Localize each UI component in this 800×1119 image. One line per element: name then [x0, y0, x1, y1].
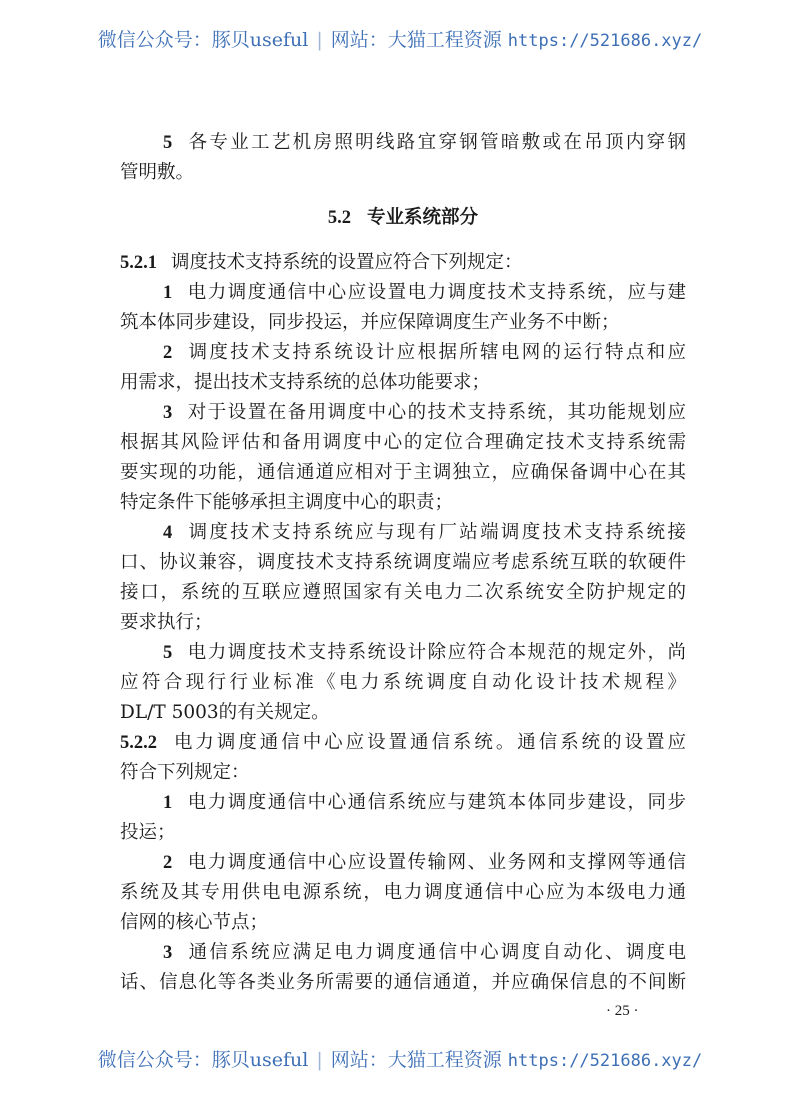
line-text: 要求执行；: [120, 612, 213, 633]
watermark-wechat: 微信公众号：豚贝useful: [97, 1049, 309, 1071]
line-text: 调度技术支持系统的设置应符合下列规定：: [171, 252, 523, 273]
line-text: 用需求，提出技术支持系统的总体功能要求；: [120, 372, 491, 393]
line-text: 投运；: [120, 822, 176, 843]
line-text: 管明敷。: [120, 162, 195, 183]
watermark-separator: |: [316, 1049, 323, 1071]
item-number: 2: [163, 853, 173, 873]
text-line: [120, 848, 686, 878]
item-number: 3: [163, 403, 173, 423]
text-line: [120, 638, 686, 668]
list-item-paragraph: [120, 278, 686, 338]
line-text: 根据其风险评估和备用调度中心的定位合理确定技术支持系统需: [120, 432, 686, 453]
text-line: [120, 968, 686, 998]
line-text: 通信系统应满足电力调度通信中心调度自动化、调度电: [186, 942, 686, 963]
watermark-site: 网站：大猫工程资源: [330, 1049, 502, 1071]
item-number: 5: [163, 643, 173, 663]
section-title: 专业系统部分: [367, 207, 479, 228]
line-text: 口、协议兼容，调度技术支持系统调度端应考虑系统互联的软硬件: [120, 552, 686, 573]
text-line: [120, 488, 686, 518]
text-line: [120, 758, 686, 788]
text-line: [120, 938, 686, 968]
line-text: 要实现的功能，通信通道应相对于主调独立，应确保备调中心在其: [120, 462, 686, 483]
text-line: [120, 698, 686, 728]
section-number: 5.2: [327, 208, 352, 228]
line-text: 筑本体同步建设，同步投运，并应保障调度生产业务不中断；: [120, 312, 620, 333]
list-item-paragraph: [120, 338, 686, 398]
clause-paragraph: [120, 728, 686, 788]
line-text: 电力调度通信中心应设置传输网、业务网和支撑网等通信: [186, 852, 686, 873]
watermark-footer: [0, 1047, 800, 1074]
item-number: 4: [163, 523, 173, 543]
text-line: [120, 518, 686, 548]
line-text: 对于设置在备用调度中心的技术支持系统，其功能规划应: [186, 402, 686, 423]
watermark-wechat: 微信公众号：豚贝useful: [97, 29, 309, 51]
watermark-url[interactable]: https://521686.xyz/: [507, 31, 703, 51]
item-number: 1: [163, 793, 173, 813]
line-text: 各专业工艺机房照明线路宜穿钢管暗敷或在吊顶内穿钢: [186, 132, 686, 153]
text-line: [120, 608, 686, 638]
list-item-paragraph: [120, 518, 686, 638]
list-item-paragraph: [120, 848, 686, 938]
item-number: 3: [163, 943, 173, 963]
text-line: [120, 578, 686, 608]
line-text: 电力调度技术支持系统设计除应符合本规范的规定外，尚: [186, 642, 686, 663]
line-text: 信网的核心节点；: [120, 912, 269, 933]
text-line: [120, 398, 686, 428]
list-item-paragraph: [120, 788, 686, 848]
line-text: 符合下列规定：: [120, 762, 250, 783]
text-line: [120, 308, 686, 338]
line-text: 电力调度通信中心应设置通信系统。通信系统的设置应: [171, 732, 686, 753]
text-line: [120, 248, 686, 278]
item-number: 1: [163, 283, 173, 303]
text-line: [120, 428, 686, 458]
item-number: 5: [163, 133, 173, 153]
text-line: [120, 458, 686, 488]
line-text: 电力调度通信中心应设置电力调度技术支持系统，应与建: [186, 282, 686, 303]
text-line: [120, 818, 686, 848]
line-text: 电力调度通信中心通信系统应与建筑本体同步建设，同步: [186, 792, 686, 813]
list-item-paragraph: [120, 398, 686, 518]
page-number: · 25 ·: [606, 1003, 639, 1019]
text-line: [120, 368, 686, 398]
list-item-paragraph: [120, 938, 686, 998]
text-line: [120, 908, 686, 938]
item-number: 2: [163, 343, 173, 363]
watermark-header: [0, 27, 800, 54]
line-text: 系统及其专用供电电源系统，电力调度通信中心应为本级电力通: [120, 882, 686, 903]
watermark-separator: |: [316, 29, 323, 51]
document-body: [120, 128, 686, 998]
text-line: [120, 788, 686, 818]
item-number: 5.2.1: [120, 253, 157, 273]
list-item-paragraph: [120, 638, 686, 728]
text-line: [120, 278, 686, 308]
list-item-paragraph: [120, 128, 686, 188]
text-line: [120, 728, 686, 758]
text-line: [120, 878, 686, 908]
line-text: 应符合现行行业标准《电力系统调度自动化设计技术规程》: [120, 672, 686, 693]
text-line: [120, 128, 686, 158]
line-text: 调度技术支持系统应与现有厂站端调度技术支持系统接: [186, 522, 686, 543]
section-heading: [120, 188, 686, 248]
line-text: DL/T 5003的有关规定。: [120, 702, 330, 723]
text-line: [120, 158, 686, 188]
clause-paragraph: [120, 248, 686, 278]
item-number: 5.2.2: [120, 733, 157, 753]
text-line: [120, 548, 686, 578]
line-text: 话、信息化等各类业务所需要的通信通道，并应确保信息的不间断: [120, 972, 686, 993]
watermark-site: 网站：大猫工程资源: [330, 29, 502, 51]
line-text: 调度技术支持系统设计应根据所辖电网的运行特点和应: [186, 342, 686, 363]
line-text: 特定条件下能够承担主调度中心的职责；: [120, 492, 454, 513]
watermark-url[interactable]: https://521686.xyz/: [507, 1051, 703, 1071]
text-line: [120, 668, 686, 698]
text-line: [120, 338, 686, 368]
line-text: 接口，系统的互联应遵照国家有关电力二次系统安全防护规定的: [120, 582, 686, 603]
